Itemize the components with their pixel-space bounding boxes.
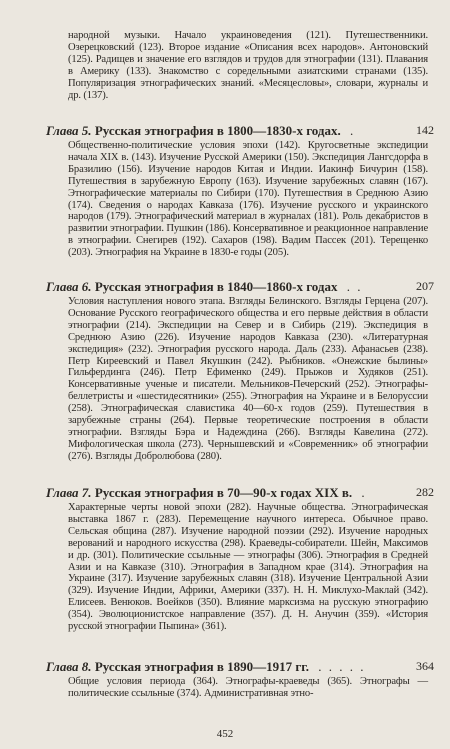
chapter-8-dots: . . . . . xyxy=(318,659,366,674)
chapter-5-heading xyxy=(46,123,434,138)
chapter-5-label: Глава 5. xyxy=(46,123,92,138)
chapter-7-heading xyxy=(46,485,434,500)
chapter-6-dots: . . xyxy=(346,279,363,294)
chapter-6-label: Глава 6. xyxy=(46,279,92,294)
chapter-7-title: Русская этнография в 70—90-х годах XIX в. xyxy=(94,485,353,500)
chapter-8-label: Глава 8. xyxy=(46,659,92,674)
chapter-5-title: Русская этнография в 1800—1830-х годах. xyxy=(94,123,341,138)
chapter-6-contents: Условия наступления нового этапа. Взгляды Белинского. Взгляды Герцена (207). Основание Русского географического общества и его первые действия в области этнографии (214). Экспедиции на Север и в Сибирь (219). Экспедиция в Среднюю Азию (226). Изучение народов Кавказа (230). «Литературная экспедиция» (232). Этнография русского народа. Даль (233). Афанасьев (238). Петр Киреевский и Павел Якушкин (242). Рыбников. «Онежские былины» Гильфердинга (246). Петр Ефименко (249). Прыжов и Худяков (251). Консервативные ученые и писатели. Мельников-Печерский (252). Этнографы-беллетристы и «шестидесятники» (255). Этнография на Украине и в Белоруссии (258). Этнографическая славистика 40—60-х годов (259). Путешествия в зарубежные страны (264). Первые теоретические построения в области этнографии. Взгляды Бэра и Надеждина (266). Взгляды Кавелина (272). Мифологическая школа (273). Чернышевский и «Современник» об этнографии (276). Взгляды Добролюбова (280). xyxy=(68,296,428,462)
chapter-7-label: Глава 7. xyxy=(46,485,92,500)
chapter-6-page: 207 xyxy=(416,279,434,293)
chapter-6-heading xyxy=(46,279,434,294)
chapter-7-dots: . xyxy=(361,485,367,500)
chapter-5-contents: Общественно-политические условия эпохи (142). Кругосветные экспедиции начала XIX в. (143). Изучение Русской Америки (150). Экспедиция Лангсдорфа в Бразилию (156). Изучение народов Китая и Индии. Иакинф Бичурин (158). Путешествия в зарубежную Европу (163). Изучение зарубежных славян (167). Этнографические материалы по Сибири (170). Путешествия в Среднюю Азию (174). Сведения о народах Кавказа (176). Изучение русского и украинского народов (179). Этнографический материал в журналах (181). Роль декабристов в развитии этнографии. Пушкин (186). Консервативное и реакционное направление в этнографии. Снегирев (192). Сахаров (198). Вадим Пассек (201). Терещенко (203). Этнография на Украине в 1830-е годы (205). xyxy=(68,140,428,259)
chapter-8-contents: Общие условия периода (364). Этнографы-краеведы (365). Этнографы — политические ссыльные (374). Административная этно- xyxy=(68,676,428,699)
chapter-7-contents: Характерные черты новой эпохи (282). Научные общества. Этнографическая выставка 1867 г. (283). Перемещение научного интереса. Обычное право. Сельская община (287). Изучение народной поэзии (292). Изучение народных верований и народного искусства (298). Краеведы-собиратели. Шейн, Максимов и др. (301). Политические ссыльные — этнографы (306). Этнография в Средней Азии и на Кавказе (310). Этнография в Западном крае (314). Этнография на Украине (317). Изучение зарубежных славян (318). Изучение Центральной Азии (329). Изучение Индии, Африки, Америки (337). Н. Н. Миклухо-Маклай (342). Елисеев. Венюков. Воейков (350). Влияние марксизма на русскую этнографию (354). Эволюционистское направление (357). Д. Н. Анучин (359). «История русской этнографии Пыпина» (361). xyxy=(68,502,428,633)
chapter-6-title: Русская этнография в 1840—1860-х годах xyxy=(94,279,338,294)
chapter-8-title: Русская этнография в 1890—1917 гг. xyxy=(94,659,309,674)
chapter-7-page: 282 xyxy=(416,485,434,499)
intro-paragraph: народной музыки. Начало украиноведения (121). Путешественники. Озерецковский (123). Второе издание «Описания всех народов». Антоновский (125). Радищев и значение его взглядов и трудов для этнографии (131). Плавания в Америку (133). Знакомство с соредельными азиатскими странами (135). Популяризация этнографических знаний. «Месяцесловы», словари, журналы и др. (137). xyxy=(68,30,428,101)
chapter-5-page: 142 xyxy=(416,123,434,137)
page-number: 452 xyxy=(216,728,234,740)
chapter-8-heading xyxy=(46,659,434,674)
chapter-5-dots: . xyxy=(350,123,356,138)
chapter-8-page: 364 xyxy=(416,659,434,673)
